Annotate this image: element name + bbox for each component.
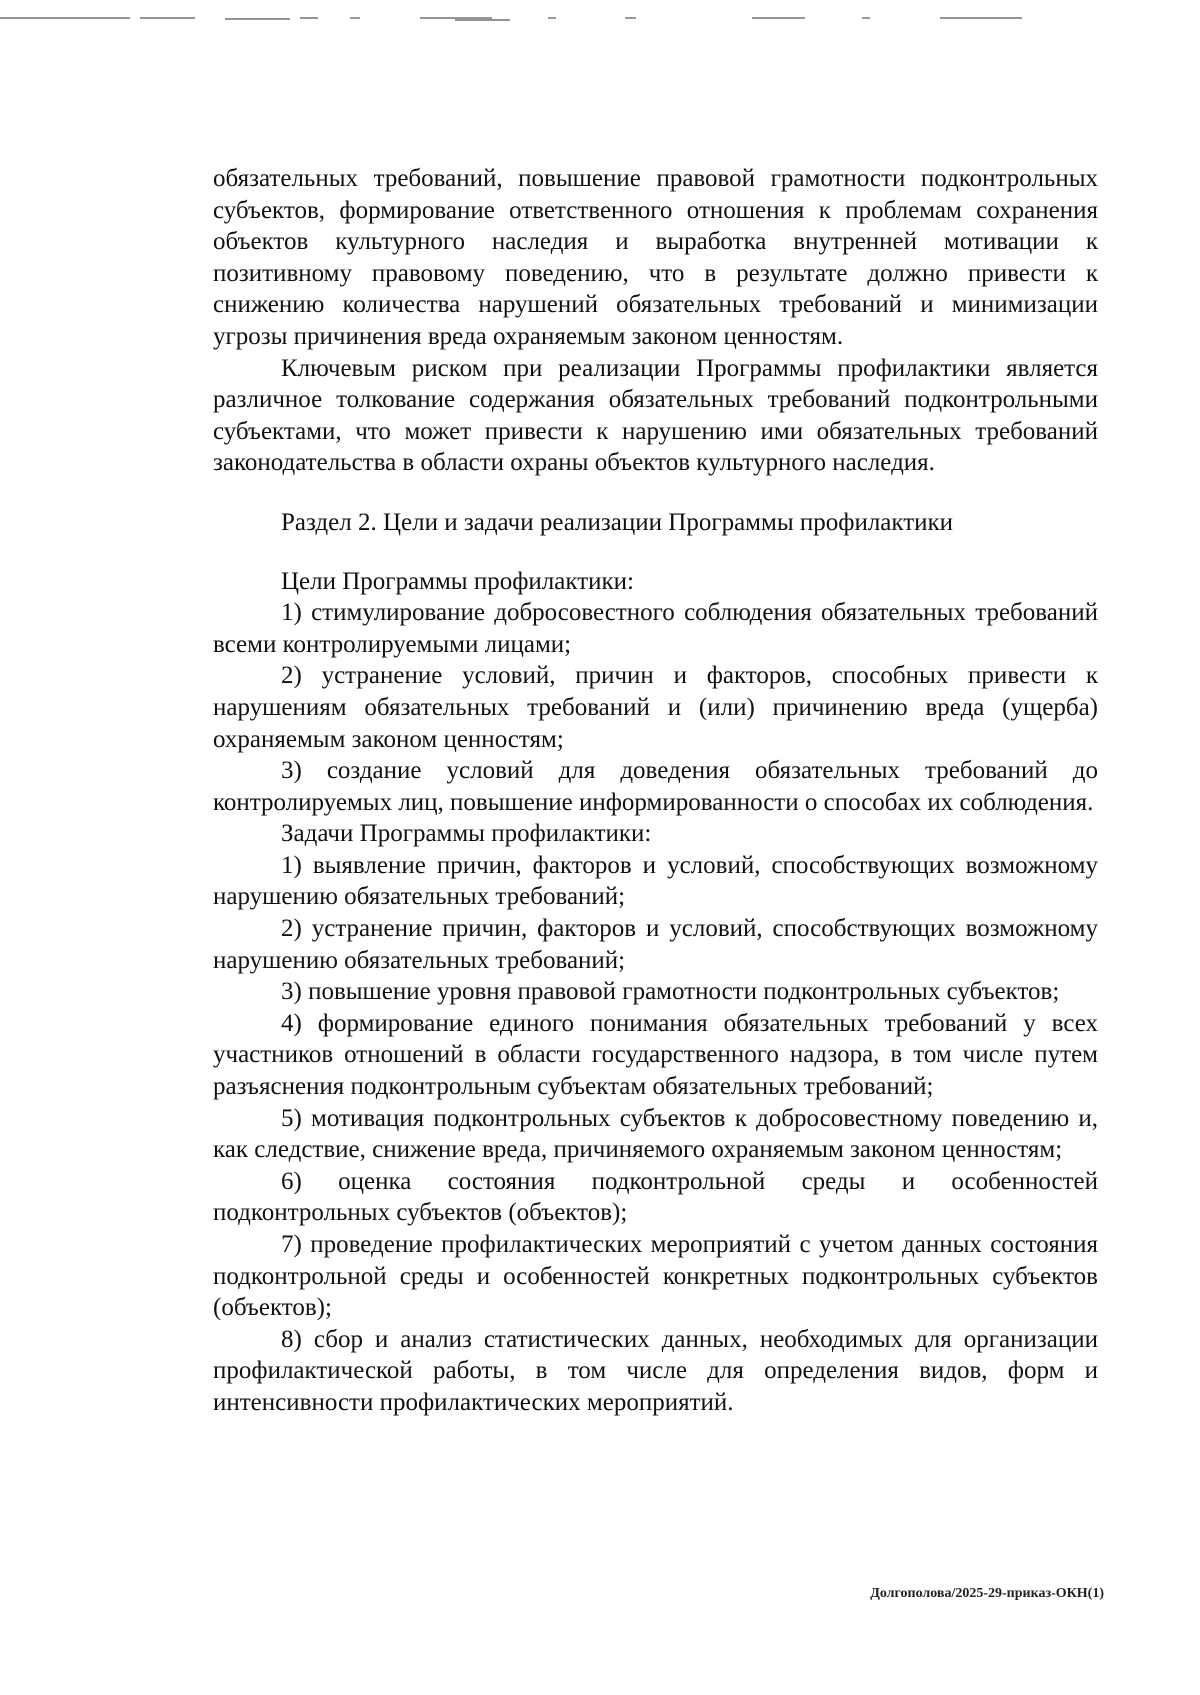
goal-item-2: 2) устранение условий, причин и факторов, способных привести к нарушениям обязательных требований и (или) причинению вреда (ущерба) охраняемым законом ценностям; (213, 662, 1098, 753)
scan-edge-marks (0, 0, 1200, 40)
footer-reference: Долгополова/2025-29-приказ-ОКН(1) (870, 1586, 1104, 1601)
task-item-5: 5) мотивация подконтрольных субъектов к добросовестному поведению и, как следствие, снижение вреда, причиняемого охраняемым законом ценностям; (213, 1104, 1098, 1164)
goal-item-3: 3) создание условий для доведения обязательных требований до контролируемых лиц, повышение информированности о способах их соблюдения. (213, 757, 1098, 816)
task-item-1: 1) выявление причин, факторов и условий, способствующих возможному нарушению обязательных требований; (213, 851, 1098, 911)
task-item-3: 3) повышение уровня правовой грамотности подконтрольных субъектов; (281, 978, 1060, 1006)
task-item-6: 6) оценка состояния подконтрольной среды и особенностей подконтрольных субъектов (объектов); (213, 1167, 1098, 1227)
task-item-2: 2) устранение причин, факторов и условий, способствующих возможному нарушению обязательных требований; (213, 915, 1098, 974)
section-title: Раздел 2. Цели и задачи реализации Программы профилактики (281, 508, 954, 536)
task-item-7: 7) проведение профилактических мероприятий с учетом данных состояния подконтрольной среды и особенностей конкретных подконтрольных субъектов (объектов); (213, 1231, 1098, 1322)
goals-heading: Цели Программы профилактики: (281, 567, 634, 595)
tasks-heading: Задачи Программы профилактики: (281, 820, 652, 848)
task-item-8: 8) сбор и анализ статистических данных, необходимых для организации профилактической работы, в том числе для определения видов, форм и интенсивности профилактических мероприятий. (213, 1325, 1098, 1416)
risk-paragraph: Ключевым риском при реализации Программы профилактики является различное толкование содержания обязательных требований подконтрольными субъектами, что может привести к нарушению ими обязательных требований законодательства в области охраны объектов культурного наследия. (213, 354, 1098, 477)
document-page (213, 163, 1098, 1419)
goal-item-1: 1) стимулирование добросовестного соблюдения обязательных требований всеми контролируемыми лицами; (213, 599, 1098, 658)
task-item-4: 4) формирование единого понимания обязательных требований у всех участников отношений в области государственного надзора, в том числе путем разъяснения подконтрольным субъектам обязательных требований; (213, 1009, 1098, 1101)
intro-paragraph: обязательных требований, повышение правовой грамотности подконтрольных субъектов, формирование ответственного отношения к проблемам сохранения объектов культурного наследия и выработка внутренней мотивации к позитивному правовому поведению, что в результате должно привести к снижению количества нарушений обязательных требований и минимизации угрозы причинения вреда охраняемым законом ценностям. (213, 165, 1098, 350)
